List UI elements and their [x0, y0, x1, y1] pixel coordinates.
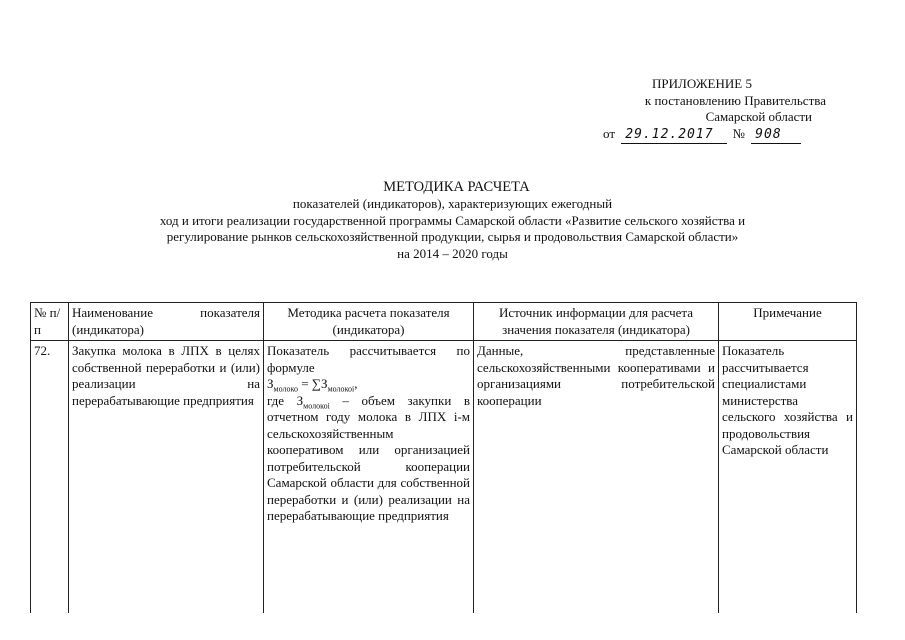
row-source: Данные, представленные сельскохозяйственными кооперативами и организациями потребительской кооперации: [474, 341, 719, 614]
method-where: [267, 393, 470, 524]
where-prefix: где З: [267, 392, 304, 408]
header-note: Примечание: [719, 303, 857, 341]
appendix-date-line: [560, 126, 826, 145]
where-sub: молокоi: [303, 401, 330, 411]
where-text: – объем закупки в отчетном году молока в ЛПХ i-м сельскохозяйственным кооперативом или организацией потребительской кооперации Самарской области для собственной переработки и (или) реализации на перерабатывающие предприятия: [267, 392, 470, 523]
heading-line-4: на 2014 – 2020 годы: [397, 245, 508, 261]
heading-line-1: показателей (индикаторов), характеризующих ежегодный: [292, 196, 613, 211]
row-note: Показатель рассчитывается специалистами министерства сельского хозяйства и продовольствия Самарской области: [719, 341, 857, 614]
indicator-table: [30, 302, 857, 613]
table-header-row: [31, 303, 857, 341]
document-title: МЕТОДИКА РАСЧЕТА: [383, 179, 530, 195]
method-intro: Показатель рассчитывается по формуле: [267, 343, 470, 375]
document-heading: [0, 178, 905, 262]
date-prefix: от: [603, 125, 616, 141]
header-name: Наименование показателя (индикатора): [69, 303, 264, 341]
formula-end: ,: [354, 376, 358, 391]
formula-sum: = ∑З: [297, 376, 328, 391]
appendix-region-line: Самарской области: [705, 109, 812, 124]
formula-lhs-sub: молоко: [273, 384, 298, 394]
row-method: [264, 341, 474, 614]
table-row: [31, 341, 857, 614]
header-source: Источник информации для расчета значения показателя (индикатора): [474, 303, 719, 341]
formula-lhs: З: [267, 376, 274, 391]
header-method: Методика расчета показателя (индикатора): [264, 303, 474, 341]
handwritten-date: 29.12.2017: [621, 127, 727, 145]
heading-line-2: ход и итоги реализации государственной программы Самарской области «Развитие сельского хозяйства и: [159, 212, 746, 228]
heading-line-3: регулирование рынков сельскохозяйственной продукции, сырья и продовольствия Самарской области»: [166, 229, 739, 244]
method-formula: [267, 376, 470, 393]
handwritten-number: 908: [751, 127, 801, 145]
number-prefix: №: [732, 125, 745, 141]
row-num: 72.: [31, 341, 69, 614]
appendix-decree-line: к постановлению Правительства: [644, 92, 826, 108]
formula-rhs-sub: молокоi: [327, 384, 355, 394]
appendix-title: ПРИЛОЖЕНИЕ 5: [652, 76, 752, 91]
appendix-block: [560, 76, 826, 144]
header-num: № п/п: [31, 303, 69, 341]
row-indicator-name: Закупка молока в ЛПХ в целях собственной переработки и (или) реализации на перерабатывающие предприятия: [69, 341, 264, 614]
